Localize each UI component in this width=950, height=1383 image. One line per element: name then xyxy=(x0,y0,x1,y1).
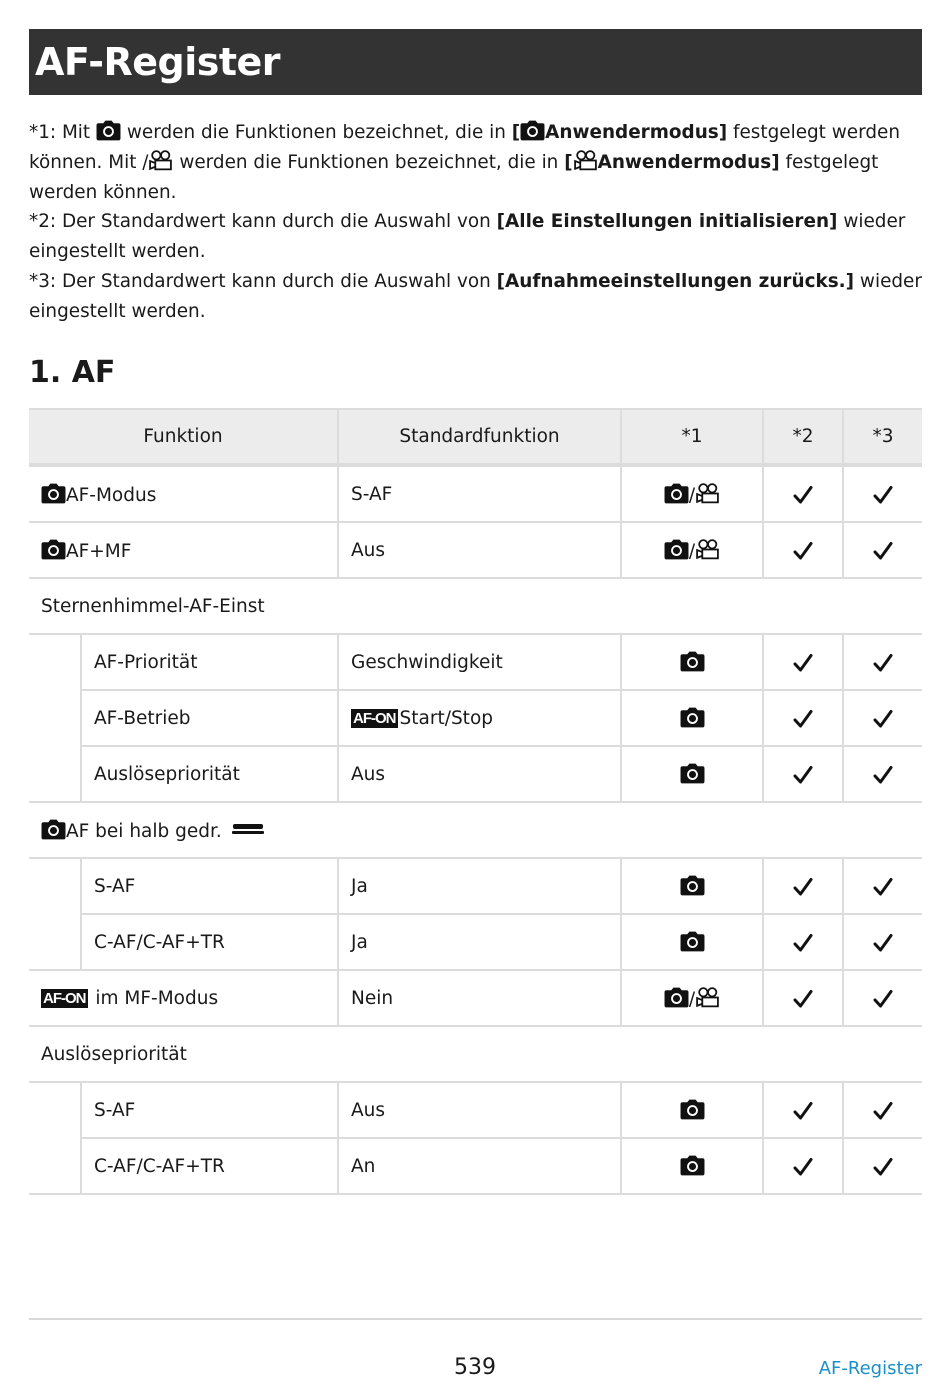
default-cell: Aus xyxy=(338,746,621,802)
check-cell xyxy=(763,690,843,746)
default-cell: Nein xyxy=(338,970,621,1026)
check-cell xyxy=(763,1138,843,1194)
function-cell: C-AF/C-AF+TR xyxy=(81,914,338,970)
check-cell xyxy=(763,746,843,802)
mode-cell: / xyxy=(621,465,763,522)
footnote-2: *2: Der Standardwert kann durch die Auswahl von [Alle Einstellungen initialisieren] wieder eingestellt werden. xyxy=(29,211,906,263)
function-cell: C-AF/C-AF+TR xyxy=(81,1138,338,1194)
default-cell: An xyxy=(338,1138,621,1194)
table-header-row xyxy=(29,409,922,465)
mode-cell xyxy=(621,1082,763,1138)
table-row xyxy=(29,914,922,970)
camera-icon xyxy=(664,539,689,560)
check-cell xyxy=(843,634,922,690)
check-icon xyxy=(873,1157,893,1177)
check-cell xyxy=(843,914,922,970)
table-row xyxy=(29,1138,922,1194)
check-cell xyxy=(843,970,922,1026)
group-label: Auslösepriorität xyxy=(29,1026,922,1082)
movie-icon xyxy=(695,987,720,1008)
camera-icon xyxy=(96,120,121,141)
footer-section-link[interactable]: AF-Register xyxy=(818,1358,922,1379)
check-icon xyxy=(793,989,813,1009)
group-label: AF bei halb gedr. xyxy=(29,802,922,858)
page-title: AF-Register xyxy=(29,29,922,95)
camera-icon xyxy=(680,1099,705,1120)
check-icon xyxy=(873,485,893,505)
table-row xyxy=(29,690,922,746)
function-cell: AF-Betrieb xyxy=(81,690,338,746)
check-icon xyxy=(793,485,813,505)
camera-icon xyxy=(41,539,66,560)
camera-icon xyxy=(680,763,705,784)
movie-icon xyxy=(695,483,720,504)
check-cell xyxy=(763,465,843,522)
function-cell: AF-Priorität xyxy=(81,634,338,690)
check-cell xyxy=(843,522,922,578)
mode-cell xyxy=(621,690,763,746)
check-cell xyxy=(843,858,922,914)
mode-cell xyxy=(621,634,763,690)
check-cell xyxy=(763,970,843,1026)
check-icon xyxy=(793,765,813,785)
function-cell: AF+MF xyxy=(29,522,338,578)
function-cell: AF-Modus xyxy=(29,465,338,522)
default-cell: Geschwindigkeit xyxy=(338,634,621,690)
check-icon xyxy=(873,1101,893,1121)
check-icon xyxy=(793,933,813,953)
check-icon xyxy=(793,709,813,729)
camera-icon xyxy=(680,707,705,728)
function-cell: Auslösepriorität xyxy=(81,746,338,802)
af-on-icon: AF-ON xyxy=(43,989,86,1007)
check-icon xyxy=(873,709,893,729)
group-label: Sternenhimmel-AF-Einst xyxy=(29,578,922,634)
check-icon xyxy=(793,653,813,673)
check-icon xyxy=(873,541,893,561)
check-icon xyxy=(793,877,813,897)
function-cell: AF-ON im MF-Modus xyxy=(29,970,338,1026)
movie-icon xyxy=(148,150,173,171)
check-icon xyxy=(873,989,893,1009)
default-cell: Ja xyxy=(338,858,621,914)
mode-cell xyxy=(621,746,763,802)
camera-icon xyxy=(41,819,66,840)
check-icon xyxy=(793,1101,813,1121)
camera-icon xyxy=(664,987,689,1008)
af-on-icon: AF-ON xyxy=(353,709,396,727)
table-row xyxy=(29,858,922,914)
check-icon xyxy=(793,541,813,561)
default-cell: Aus xyxy=(338,1082,621,1138)
check-cell xyxy=(763,634,843,690)
footnote-3: *3: Der Standardwert kann durch die Auswahl von [Aufnahmeeinstellungen zurücks.] wieder eingestellt werden. xyxy=(29,270,922,322)
footnotes xyxy=(29,118,922,327)
col-header-1: *1 xyxy=(621,409,763,465)
function-cell: S-AF xyxy=(81,858,338,914)
table-group-row xyxy=(29,578,922,634)
check-icon xyxy=(873,653,893,673)
table-row xyxy=(29,746,922,802)
camera-icon xyxy=(664,483,689,504)
camera-icon xyxy=(680,651,705,672)
check-cell xyxy=(763,1082,843,1138)
table-row xyxy=(29,970,922,1026)
check-cell xyxy=(763,858,843,914)
col-header-2: *2 xyxy=(763,409,843,465)
shutter-button-icon xyxy=(232,822,264,836)
col-header-standardfunktion: Standardfunktion xyxy=(338,409,621,465)
movie-icon xyxy=(573,150,598,171)
table-row xyxy=(29,465,922,522)
table-row xyxy=(29,522,922,578)
mode-cell xyxy=(621,914,763,970)
check-cell xyxy=(763,522,843,578)
mode-cell xyxy=(621,1138,763,1194)
camera-icon xyxy=(41,483,66,504)
check-icon xyxy=(873,765,893,785)
check-cell xyxy=(843,465,922,522)
check-icon xyxy=(873,877,893,897)
default-cell: Aus xyxy=(338,522,621,578)
camera-icon xyxy=(680,875,705,896)
default-cell: Ja xyxy=(338,914,621,970)
table-group-row xyxy=(29,802,922,858)
mode-cell: / xyxy=(621,970,763,1026)
movie-icon xyxy=(695,539,720,560)
col-header-3: *3 xyxy=(843,409,922,465)
camera-icon xyxy=(680,1155,705,1176)
camera-icon xyxy=(680,931,705,952)
check-cell xyxy=(843,746,922,802)
page-number: 539 xyxy=(454,1355,496,1380)
function-cell: S-AF xyxy=(81,1082,338,1138)
col-header-funktion: Funktion xyxy=(29,409,338,465)
table-group-row xyxy=(29,1026,922,1082)
table-row xyxy=(29,634,922,690)
footnote-1: *1: Mit werden die Funktionen bezeichnet, die in [ Anwendermodus] festgelegt werden können. Mit / werden die Funktionen bezeichnet, die in [ Anwendermodus] festgelegt werden können. xyxy=(29,122,900,203)
camera-icon xyxy=(520,120,545,141)
mode-cell xyxy=(621,858,763,914)
check-icon xyxy=(793,1157,813,1177)
mode-cell: / xyxy=(621,522,763,578)
check-cell xyxy=(843,690,922,746)
table-row xyxy=(29,1082,922,1138)
check-cell xyxy=(843,1082,922,1138)
af-settings-table xyxy=(29,408,922,1195)
footer-divider xyxy=(29,1318,922,1320)
default-cell: S-AF xyxy=(338,465,621,522)
check-cell xyxy=(843,1138,922,1194)
check-cell xyxy=(763,914,843,970)
default-cell: AF-ON Start/Stop xyxy=(338,690,621,746)
check-icon xyxy=(873,933,893,953)
section-heading: 1. AF xyxy=(29,355,116,390)
